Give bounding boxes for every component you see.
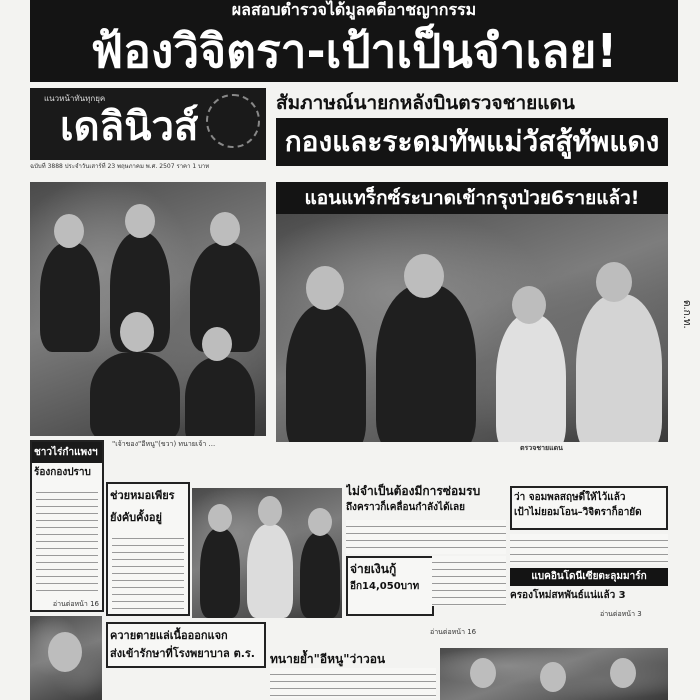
no-repair-title: ไม่จำเป็นต้องมีการซ่อมรบ [346, 484, 481, 498]
middle-photo [192, 488, 342, 618]
seal-icon [206, 94, 260, 148]
main-photo-left [30, 182, 266, 436]
farmer-story [30, 440, 104, 612]
border-caption: ตรวจชายแดน [520, 444, 563, 452]
bottom-left-photo [30, 616, 102, 700]
help-story [106, 482, 190, 616]
money-ref: อ่านต่อหน้า 16 [430, 628, 477, 636]
headline-main: ฟ้องวิจิตรา-เป้าเป็นจำเลย! [30, 20, 678, 82]
lawyer-body [270, 668, 436, 698]
no-repair-sub: ถึงคราวก็เคลื่อนกำลังได้เลย [346, 502, 465, 513]
anthrax-headline: แอนแทร็กซ์ระบาดเข้ากรุงป่วย6รายแล้ว! [276, 182, 668, 214]
masthead [30, 88, 266, 160]
no-repair-story [346, 482, 506, 612]
ombudsman-sub: เป้าไม่ยอมโอน–วิจิตราก็อายัด [514, 507, 642, 518]
ban-headline: แบคอินโดนีเซียตะลุมมาร์ก [510, 568, 668, 586]
ombudsman-body [510, 534, 668, 564]
lawyer-headline: ทนายย้ำ"อีหนู"ว่าวอน [270, 652, 386, 666]
help-title: ช่วยหมอเพียร [110, 489, 175, 502]
buffalo-story [106, 622, 266, 668]
ban-ref: อ่านต่อหน้า 3 [600, 610, 642, 618]
masthead-name: เดลินิวส์ [60, 104, 199, 150]
money-sub: อีก14,050บาท [350, 581, 420, 592]
bottom-right-photo [440, 648, 668, 700]
buffalo-sub: ส่งเข้ารักษาที่โรงพยาบาล ต.ร. [110, 647, 255, 660]
farmer-sub: ร้องกองปราบ [34, 467, 91, 478]
army-headline: กองและระดมทัพแม่วัสสู้ทัพแดง [276, 118, 668, 166]
ombudsman-title: ว่า จอมพลสฤษดิ์ให้ไว้แล้ว [514, 492, 626, 503]
farmer-title: ชาวไร่กำแพงฯ [32, 442, 102, 463]
border-interview-headline: สัมภาษณ์นายกหลังบินตรวจชายแดน [276, 92, 575, 114]
buffalo-title: ควายตายแล่เนื้อออกแจก [110, 629, 228, 642]
ban-sub: ครองโหม่สหพันธ์แน่แล้ว 3 [510, 590, 626, 601]
money-box [346, 556, 434, 616]
side-mark: ด.ก.ท. [681, 300, 692, 329]
photo-caption-left: "เจ้าของ"อีหนู"(ขวา) ทนายเจ้า ... [112, 440, 216, 448]
main-photo-right [276, 214, 668, 442]
farmer-ref: อ่านต่อหน้า 16 [52, 600, 99, 608]
help-sub: ยังคับคั้งอยู่ [110, 511, 162, 524]
headline-top: ผลสอบตำรวจได้มูลคดีอาชญากรรม [30, 0, 678, 20]
money-title: จ่ายเงินกู้ [350, 562, 397, 576]
masthead-tagline: แนวหน้าทันทุกยุค [44, 94, 106, 103]
ombudsman-story [510, 486, 668, 530]
issue-line: ฉบับที่ 3888 ประจำวันเสาร์ที่ 23 พฤษภาคม พ.ศ. 2507 ราคา 1 บาท [30, 163, 210, 170]
